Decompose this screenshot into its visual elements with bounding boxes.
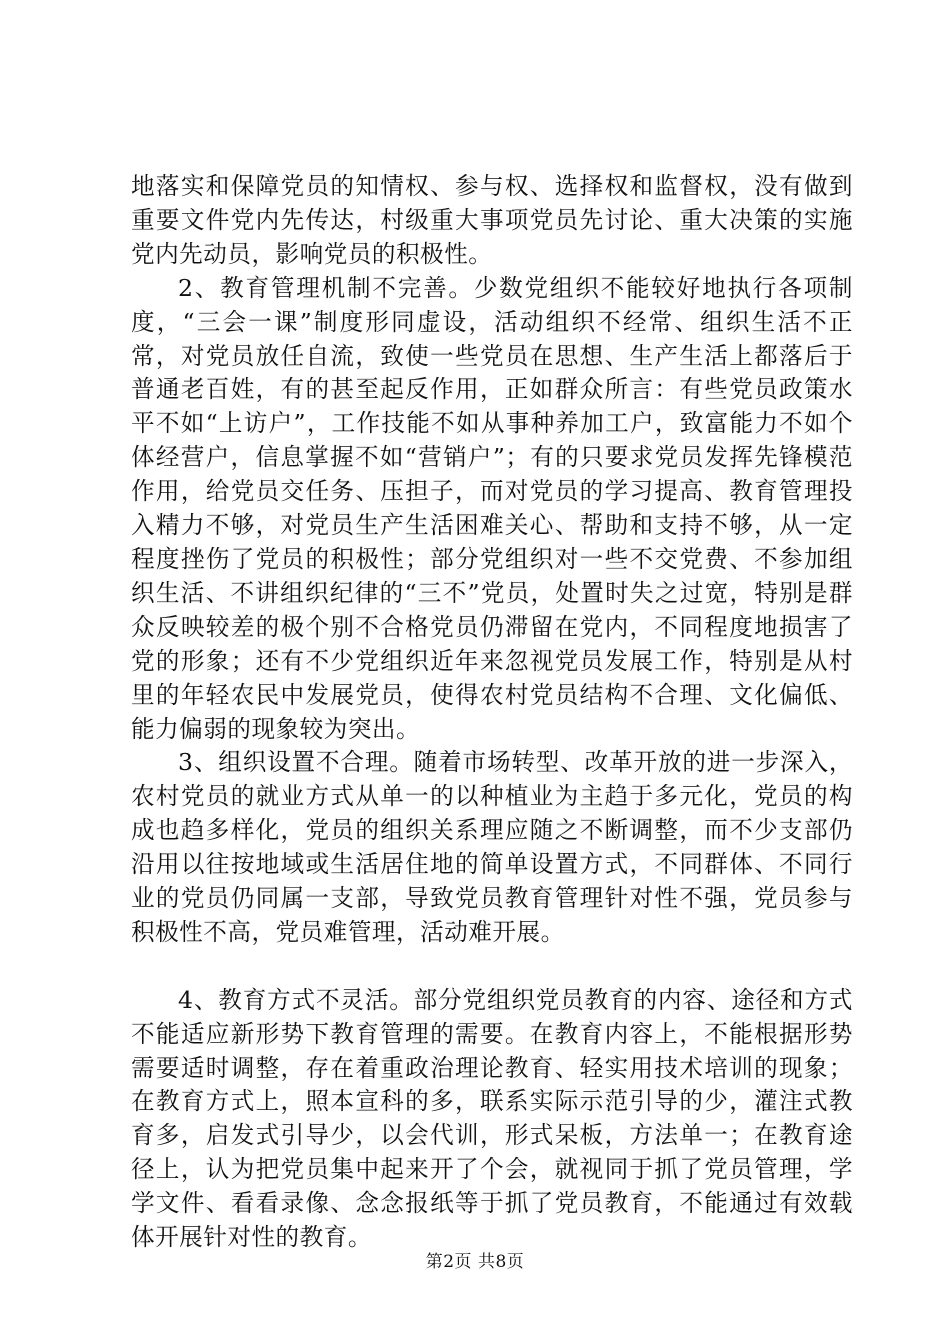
page-footer: 第2页 共8页 — [425, 1252, 525, 1272]
paragraph-continuation: 地落实和保障党员的知情权、参与权、选择权和监督权，没有做到重要文件党内先传达，村级重大事项党员先讨论、重大决策的实施党内先动员，影响党员的积极性。 — [131, 172, 853, 268]
paragraph-section-3: 3、组织设置不合理。随着市场转型、改革开放的进一步深入，农村党员的就业方式从单一的以种植业为主趋于多元化，党员的构成也趋多样化，党员的组织关系理应随之不断调整，而不少支部仍沿用以往按地域或生活居住地的简单设置方式，不同群体、不同行业的党员仍同属一支部，导致党员教育管理针对性不强，党员参与积极性不高，党员难管理，活动难开展。 — [131, 748, 853, 946]
document-body — [131, 170, 853, 1255]
paragraph-section-2: 2、教育管理机制不完善。少数党组织不能较好地执行各项制度，“三会一课”制度形同虚设，活动组织不经常、组织生活不正常，对党员放任自流，致使一些党员在思想、生产生活上都落后于普通老百姓，有的甚至起反作用，正如群众所言：有些党员政策水平不如“上访户”，工作技能不如从事种养加工户，致富能力不如个体经营户，信息掌握不如“营销户”；有的只要求党员发挥先锋模范作用，给党员交任务、压担子，而对党员的学习提高、教育管理投入精力不够，对党员生产生活困难关心、帮助和支持不够，从一定程度挫伤了党员的积极性；部分党组织对一些不交党费、不参加组织生活、不讲组织纪律的“三不”党员，处置时失之过宽，特别是群众反映较差的极个别不合格党员仍滞留在党内，不同程度地损害了党的形象；还有不少党组织近年来忽视党员发展工作，特别是从村里的年轻农民中发展党员，使得农村党员结构不合理、文化偏低、能力偏弱的现象较为突出。 — [131, 273, 853, 743]
paragraph-section-4: 4、教育方式不灵活。部分党组织党员教育的内容、途径和方式不能适应新形势下教育管理的需要。在教育内容上，不能根据形势需要适时调整，存在着重政治理论教育、轻实用技术培训的现象；在教育方式上，照本宣科的多，联系实际示范引导的少，灌注式教育多，启发式引导少，以会代训，形式呆板，方法单一；在教育途径上，认为把党员集中起来开了个会，就视同于抓了党员管理，学学文件、看看录像、念念报纸等于抓了党员教育，不能通过有效载体开展针对性的教育。 — [131, 985, 853, 1252]
